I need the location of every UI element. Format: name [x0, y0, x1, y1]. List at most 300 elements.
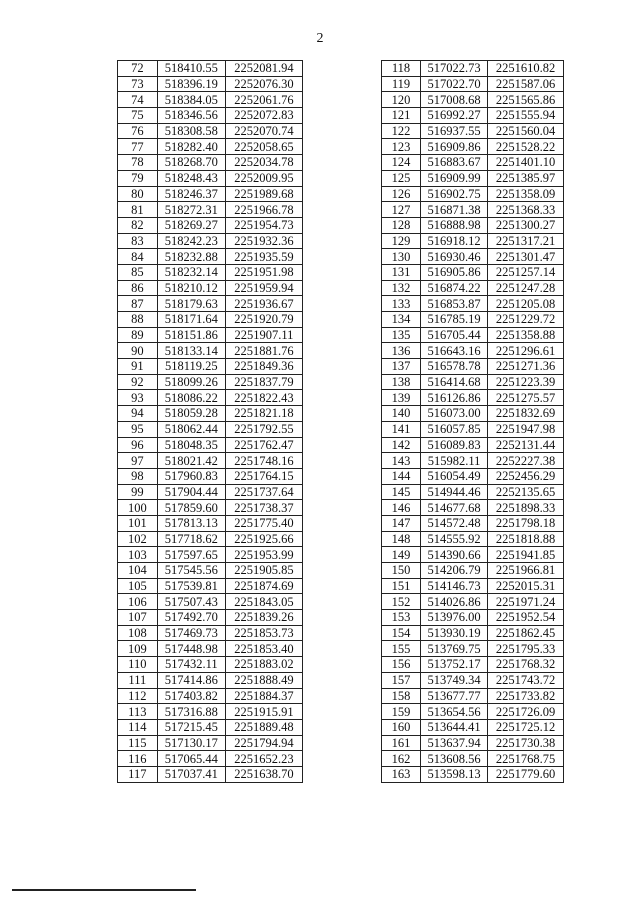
point-number-cell: 99	[118, 484, 158, 500]
point-number-cell: 95	[118, 421, 158, 437]
y-coordinate-cell: 2251652.23	[225, 751, 302, 767]
point-number-cell: 122	[382, 123, 421, 139]
x-coordinate-cell: 517215.45	[157, 719, 225, 735]
y-coordinate-cell: 2251275.57	[488, 390, 564, 406]
x-coordinate-cell: 518021.42	[157, 453, 225, 469]
point-number-cell: 162	[382, 751, 421, 767]
y-coordinate-cell: 2251907.11	[225, 327, 302, 343]
table-row	[382, 594, 564, 610]
table-row	[118, 704, 303, 720]
x-coordinate-cell: 518246.37	[157, 186, 225, 202]
x-coordinate-cell: 516785.19	[421, 312, 488, 328]
x-coordinate-cell: 513752.17	[421, 657, 488, 673]
point-number-cell: 118	[382, 61, 421, 77]
point-number-cell: 88	[118, 312, 158, 328]
table-row	[118, 547, 303, 563]
table-row	[118, 484, 303, 500]
y-coordinate-cell: 2252135.65	[488, 484, 564, 500]
y-coordinate-cell: 2251555.94	[488, 108, 564, 124]
y-coordinate-cell: 2252009.95	[225, 170, 302, 186]
x-coordinate-cell: 518232.88	[157, 249, 225, 265]
point-number-cell: 134	[382, 312, 421, 328]
y-coordinate-cell: 2251743.72	[488, 672, 564, 688]
point-number-cell: 90	[118, 343, 158, 359]
table-row	[382, 468, 564, 484]
x-coordinate-cell: 517507.43	[157, 594, 225, 610]
point-number-cell: 155	[382, 641, 421, 657]
y-coordinate-cell: 2251881.76	[225, 343, 302, 359]
table-row	[118, 170, 303, 186]
y-coordinate-cell: 2251768.75	[488, 751, 564, 767]
table-row	[118, 625, 303, 641]
y-coordinate-cell: 2251300.27	[488, 217, 564, 233]
point-number-cell: 103	[118, 547, 158, 563]
point-number-cell: 80	[118, 186, 158, 202]
point-number-cell: 146	[382, 500, 421, 516]
footer-rule	[12, 889, 196, 891]
x-coordinate-cell: 514390.66	[421, 547, 488, 563]
y-coordinate-cell: 2251726.09	[488, 704, 564, 720]
table-row	[118, 641, 303, 657]
point-number-cell: 161	[382, 735, 421, 751]
x-coordinate-cell: 517539.81	[157, 578, 225, 594]
table-row	[382, 155, 564, 171]
x-coordinate-cell: 516905.86	[421, 264, 488, 280]
x-coordinate-cell: 513769.75	[421, 641, 488, 657]
x-coordinate-cell: 518410.55	[157, 61, 225, 77]
x-coordinate-cell: 518396.19	[157, 76, 225, 92]
table-row	[118, 719, 303, 735]
x-coordinate-cell: 518346.56	[157, 108, 225, 124]
table-row	[382, 92, 564, 108]
x-coordinate-cell: 513930.19	[421, 625, 488, 641]
x-coordinate-cell: 514555.92	[421, 531, 488, 547]
y-coordinate-cell: 2251915.91	[225, 704, 302, 720]
point-number-cell: 79	[118, 170, 158, 186]
point-number-cell: 152	[382, 594, 421, 610]
point-number-cell: 100	[118, 500, 158, 516]
y-coordinate-cell: 2251843.05	[225, 594, 302, 610]
point-number-cell: 159	[382, 704, 421, 720]
x-coordinate-cell: 518268.70	[157, 155, 225, 171]
table-row	[118, 61, 303, 77]
point-number-cell: 141	[382, 421, 421, 437]
x-coordinate-cell: 517403.82	[157, 688, 225, 704]
point-number-cell: 81	[118, 202, 158, 218]
point-number-cell: 98	[118, 468, 158, 484]
y-coordinate-cell: 2251874.69	[225, 578, 302, 594]
y-coordinate-cell: 2251959.94	[225, 280, 302, 296]
point-number-cell: 94	[118, 406, 158, 422]
point-number-cell: 131	[382, 264, 421, 280]
x-coordinate-cell: 513654.56	[421, 704, 488, 720]
x-coordinate-cell: 513677.77	[421, 688, 488, 704]
y-coordinate-cell: 2252070.74	[225, 123, 302, 139]
table-row	[118, 531, 303, 547]
point-number-cell: 114	[118, 719, 158, 735]
table-row	[382, 108, 564, 124]
x-coordinate-cell: 518269.27	[157, 217, 225, 233]
point-number-cell: 109	[118, 641, 158, 657]
x-coordinate-cell: 518099.26	[157, 374, 225, 390]
x-coordinate-cell: 516643.16	[421, 343, 488, 359]
table-row	[382, 657, 564, 673]
table-row	[118, 657, 303, 673]
y-coordinate-cell: 2251748.16	[225, 453, 302, 469]
point-number-cell: 153	[382, 610, 421, 626]
point-number-cell: 157	[382, 672, 421, 688]
coordinates-table-left	[117, 60, 303, 783]
y-coordinate-cell: 2251528.22	[488, 139, 564, 155]
y-coordinate-cell: 2251839.26	[225, 610, 302, 626]
point-number-cell: 120	[382, 92, 421, 108]
y-coordinate-cell: 2252015.31	[488, 578, 564, 594]
point-number-cell: 115	[118, 735, 158, 751]
table-row	[118, 202, 303, 218]
x-coordinate-cell: 518384.05	[157, 92, 225, 108]
point-number-cell: 142	[382, 437, 421, 453]
table-row	[118, 515, 303, 531]
y-coordinate-cell: 2251932.36	[225, 233, 302, 249]
x-coordinate-cell: 516883.67	[421, 155, 488, 171]
table-row	[118, 374, 303, 390]
point-number-cell: 72	[118, 61, 158, 77]
table-row	[118, 500, 303, 516]
table-row	[118, 76, 303, 92]
table-row	[118, 296, 303, 312]
y-coordinate-cell: 2251884.37	[225, 688, 302, 704]
table-row	[118, 123, 303, 139]
x-coordinate-cell: 517316.88	[157, 704, 225, 720]
point-number-cell: 160	[382, 719, 421, 735]
table-row	[382, 531, 564, 547]
point-number-cell: 137	[382, 359, 421, 375]
y-coordinate-cell: 2251795.33	[488, 641, 564, 657]
x-coordinate-cell: 514944.46	[421, 484, 488, 500]
y-coordinate-cell: 2251317.21	[488, 233, 564, 249]
x-coordinate-cell: 516918.12	[421, 233, 488, 249]
point-number-cell: 74	[118, 92, 158, 108]
point-number-cell: 132	[382, 280, 421, 296]
x-coordinate-cell: 518210.12	[157, 280, 225, 296]
table-row	[118, 610, 303, 626]
y-coordinate-cell: 2251358.09	[488, 186, 564, 202]
y-coordinate-cell: 2251737.64	[225, 484, 302, 500]
x-coordinate-cell: 518232.14	[157, 264, 225, 280]
table-row	[382, 280, 564, 296]
x-coordinate-cell: 518059.28	[157, 406, 225, 422]
point-number-cell: 150	[382, 563, 421, 579]
y-coordinate-cell: 2251271.36	[488, 359, 564, 375]
table-row	[382, 233, 564, 249]
table-row	[382, 453, 564, 469]
y-coordinate-cell: 2251821.18	[225, 406, 302, 422]
point-number-cell: 84	[118, 249, 158, 265]
y-coordinate-cell: 2252061.76	[225, 92, 302, 108]
point-number-cell: 144	[382, 468, 421, 484]
y-coordinate-cell: 2251889.48	[225, 719, 302, 735]
x-coordinate-cell: 516888.98	[421, 217, 488, 233]
y-coordinate-cell: 2252456.29	[488, 468, 564, 484]
x-coordinate-cell: 518242.23	[157, 233, 225, 249]
table-row	[382, 735, 564, 751]
x-coordinate-cell: 517545.56	[157, 563, 225, 579]
table-row	[382, 421, 564, 437]
y-coordinate-cell: 2251733.82	[488, 688, 564, 704]
table-row	[382, 296, 564, 312]
x-coordinate-cell: 517008.68	[421, 92, 488, 108]
table-row	[382, 578, 564, 594]
x-coordinate-cell: 514146.73	[421, 578, 488, 594]
table-row	[118, 578, 303, 594]
y-coordinate-cell: 2251837.79	[225, 374, 302, 390]
y-coordinate-cell: 2251768.32	[488, 657, 564, 673]
x-coordinate-cell: 517813.13	[157, 515, 225, 531]
table-row	[382, 719, 564, 735]
point-number-cell: 156	[382, 657, 421, 673]
table-row	[382, 264, 564, 280]
table-row	[382, 406, 564, 422]
y-coordinate-cell: 2251832.69	[488, 406, 564, 422]
point-number-cell: 101	[118, 515, 158, 531]
y-coordinate-cell: 2251762.47	[225, 437, 302, 453]
x-coordinate-cell: 518062.44	[157, 421, 225, 437]
point-number-cell: 148	[382, 531, 421, 547]
y-coordinate-cell: 2251971.24	[488, 594, 564, 610]
y-coordinate-cell: 2251818.88	[488, 531, 564, 547]
point-number-cell: 92	[118, 374, 158, 390]
y-coordinate-cell: 2251560.04	[488, 123, 564, 139]
table-row	[382, 547, 564, 563]
x-coordinate-cell: 516871.38	[421, 202, 488, 218]
x-coordinate-cell: 516902.75	[421, 186, 488, 202]
y-coordinate-cell: 2252034.78	[225, 155, 302, 171]
y-coordinate-cell: 2251257.14	[488, 264, 564, 280]
x-coordinate-cell: 517469.73	[157, 625, 225, 641]
x-coordinate-cell: 513976.00	[421, 610, 488, 626]
point-number-cell: 105	[118, 578, 158, 594]
point-number-cell: 145	[382, 484, 421, 500]
point-number-cell: 106	[118, 594, 158, 610]
y-coordinate-cell: 2251638.70	[225, 766, 302, 782]
table-row	[382, 359, 564, 375]
table-row	[118, 406, 303, 422]
point-number-cell: 130	[382, 249, 421, 265]
point-number-cell: 76	[118, 123, 158, 139]
point-number-cell: 107	[118, 610, 158, 626]
table-row	[382, 390, 564, 406]
x-coordinate-cell: 516089.83	[421, 437, 488, 453]
page-number: 2	[316, 31, 324, 46]
y-coordinate-cell: 2252058.65	[225, 139, 302, 155]
y-coordinate-cell: 2251223.39	[488, 374, 564, 390]
y-coordinate-cell: 2252227.38	[488, 453, 564, 469]
x-coordinate-cell: 518133.14	[157, 343, 225, 359]
y-coordinate-cell: 2251936.67	[225, 296, 302, 312]
table-row	[382, 437, 564, 453]
point-number-cell: 111	[118, 672, 158, 688]
y-coordinate-cell: 2251966.78	[225, 202, 302, 218]
point-number-cell: 163	[382, 766, 421, 782]
y-coordinate-cell: 2251954.73	[225, 217, 302, 233]
table-row	[382, 672, 564, 688]
point-number-cell: 83	[118, 233, 158, 249]
point-number-cell: 127	[382, 202, 421, 218]
x-coordinate-cell: 517130.17	[157, 735, 225, 751]
table-row	[382, 484, 564, 500]
y-coordinate-cell: 2251764.15	[225, 468, 302, 484]
x-coordinate-cell: 514677.68	[421, 500, 488, 516]
y-coordinate-cell: 2251966.81	[488, 563, 564, 579]
x-coordinate-cell: 516992.27	[421, 108, 488, 124]
x-coordinate-cell: 517065.44	[157, 751, 225, 767]
x-coordinate-cell: 516937.55	[421, 123, 488, 139]
table-row	[382, 186, 564, 202]
table-row	[382, 217, 564, 233]
y-coordinate-cell: 2252131.44	[488, 437, 564, 453]
x-coordinate-cell: 518282.40	[157, 139, 225, 155]
x-coordinate-cell: 516057.85	[421, 421, 488, 437]
point-number-cell: 147	[382, 515, 421, 531]
y-coordinate-cell: 2251888.49	[225, 672, 302, 688]
table-row	[118, 390, 303, 406]
table-row	[118, 688, 303, 704]
x-coordinate-cell: 514026.86	[421, 594, 488, 610]
point-number-cell: 143	[382, 453, 421, 469]
y-coordinate-cell: 2251905.85	[225, 563, 302, 579]
x-coordinate-cell: 516874.22	[421, 280, 488, 296]
x-coordinate-cell: 513749.34	[421, 672, 488, 688]
x-coordinate-cell: 514206.79	[421, 563, 488, 579]
x-coordinate-cell: 518048.35	[157, 437, 225, 453]
y-coordinate-cell: 2251610.82	[488, 61, 564, 77]
table-row	[382, 249, 564, 265]
y-coordinate-cell: 2251738.37	[225, 500, 302, 516]
table-row	[382, 61, 564, 77]
point-number-cell: 139	[382, 390, 421, 406]
x-coordinate-cell: 517448.98	[157, 641, 225, 657]
y-coordinate-cell: 2251952.54	[488, 610, 564, 626]
y-coordinate-cell: 2251792.55	[225, 421, 302, 437]
y-coordinate-cell: 2251565.86	[488, 92, 564, 108]
x-coordinate-cell: 516853.87	[421, 296, 488, 312]
x-coordinate-cell: 518151.86	[157, 327, 225, 343]
point-number-cell: 87	[118, 296, 158, 312]
x-coordinate-cell: 514572.48	[421, 515, 488, 531]
x-coordinate-cell: 516578.78	[421, 359, 488, 375]
point-number-cell: 128	[382, 217, 421, 233]
point-number-cell: 136	[382, 343, 421, 359]
point-number-cell: 102	[118, 531, 158, 547]
y-coordinate-cell: 2251925.66	[225, 531, 302, 547]
table-row	[382, 312, 564, 328]
y-coordinate-cell: 2251587.06	[488, 76, 564, 92]
x-coordinate-cell: 516414.68	[421, 374, 488, 390]
x-coordinate-cell: 516909.99	[421, 170, 488, 186]
y-coordinate-cell: 2251898.33	[488, 500, 564, 516]
coordinates-table-right	[381, 60, 564, 783]
point-number-cell: 85	[118, 264, 158, 280]
x-coordinate-cell: 517904.44	[157, 484, 225, 500]
x-coordinate-cell: 513637.94	[421, 735, 488, 751]
y-coordinate-cell: 2251296.61	[488, 343, 564, 359]
x-coordinate-cell: 518179.63	[157, 296, 225, 312]
table-row	[118, 264, 303, 280]
point-number-cell: 129	[382, 233, 421, 249]
table-row	[382, 766, 564, 782]
table-row	[118, 468, 303, 484]
y-coordinate-cell: 2252076.30	[225, 76, 302, 92]
table-row	[118, 766, 303, 782]
table-row	[118, 186, 303, 202]
point-number-cell: 138	[382, 374, 421, 390]
table-row	[382, 343, 564, 359]
x-coordinate-cell: 517718.62	[157, 531, 225, 547]
point-number-cell: 96	[118, 437, 158, 453]
table-row	[382, 704, 564, 720]
point-number-cell: 82	[118, 217, 158, 233]
point-number-cell: 77	[118, 139, 158, 155]
y-coordinate-cell: 2251849.36	[225, 359, 302, 375]
x-coordinate-cell: 518248.43	[157, 170, 225, 186]
table-row	[118, 735, 303, 751]
table-row	[118, 437, 303, 453]
y-coordinate-cell: 2251725.12	[488, 719, 564, 735]
table-row	[382, 563, 564, 579]
y-coordinate-cell: 2252081.94	[225, 61, 302, 77]
table-row	[118, 421, 303, 437]
point-number-cell: 113	[118, 704, 158, 720]
x-coordinate-cell: 513598.13	[421, 766, 488, 782]
point-number-cell: 123	[382, 139, 421, 155]
table-row	[118, 312, 303, 328]
point-number-cell: 93	[118, 390, 158, 406]
point-number-cell: 154	[382, 625, 421, 641]
table-row	[382, 751, 564, 767]
table-row	[382, 374, 564, 390]
table-row	[118, 563, 303, 579]
table-row	[118, 359, 303, 375]
table-row	[382, 610, 564, 626]
point-number-cell: 133	[382, 296, 421, 312]
x-coordinate-cell: 513608.56	[421, 751, 488, 767]
point-number-cell: 140	[382, 406, 421, 422]
x-coordinate-cell: 513644.41	[421, 719, 488, 735]
table-row	[118, 217, 303, 233]
y-coordinate-cell: 2251853.40	[225, 641, 302, 657]
x-coordinate-cell: 515982.11	[421, 453, 488, 469]
table-row	[118, 343, 303, 359]
y-coordinate-cell: 2252072.83	[225, 108, 302, 124]
point-number-cell: 151	[382, 578, 421, 594]
point-number-cell: 75	[118, 108, 158, 124]
y-coordinate-cell: 2251951.98	[225, 264, 302, 280]
x-coordinate-cell: 517597.65	[157, 547, 225, 563]
y-coordinate-cell: 2251730.38	[488, 735, 564, 751]
table-row	[118, 672, 303, 688]
table-row	[382, 170, 564, 186]
table-row	[118, 139, 303, 155]
x-coordinate-cell: 517432.11	[157, 657, 225, 673]
y-coordinate-cell: 2251775.40	[225, 515, 302, 531]
x-coordinate-cell: 516705.44	[421, 327, 488, 343]
x-coordinate-cell: 518308.58	[157, 123, 225, 139]
y-coordinate-cell: 2251883.02	[225, 657, 302, 673]
y-coordinate-cell: 2251853.73	[225, 625, 302, 641]
y-coordinate-cell: 2251247.28	[488, 280, 564, 296]
point-number-cell: 124	[382, 155, 421, 171]
table-row	[382, 327, 564, 343]
